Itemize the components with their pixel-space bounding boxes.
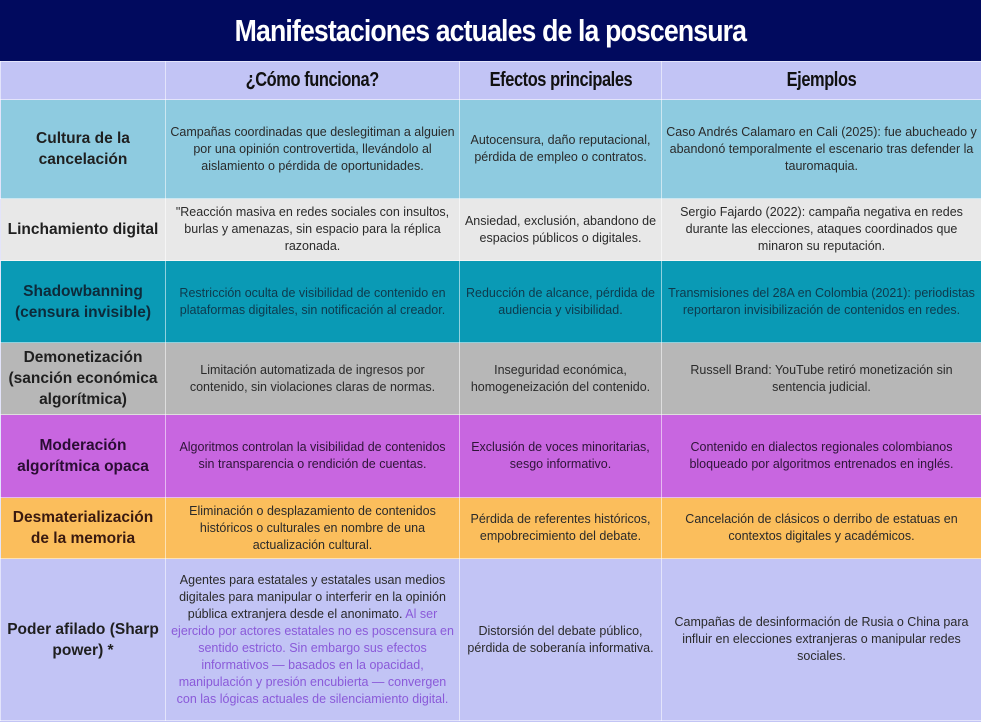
cell-ejemplos: Contenido en dialectos regionales colombianos bloqueado por algoritmos entrenados en inglés. (662, 415, 981, 498)
cell-ejemplos: Russell Brand: YouTube retiró monetización sin sentencia judicial. (662, 343, 981, 415)
header-row (1, 62, 981, 100)
header-efectos-principales: Efectos principales (460, 62, 662, 100)
cell-efectos: Ansiedad, exclusión, abandono de espacios públicos o digitales. (460, 199, 662, 261)
row-shadowbanning (1, 261, 981, 343)
row-demonetizacion (1, 343, 981, 415)
row-name: Cultura de la cancelación (1, 100, 166, 199)
cell-ejemplos: Campañas de desinformación de Rusia o China para influir en elecciones extranjeras o manipular redes sociales. (662, 559, 981, 721)
header-ejemplos: Ejemplos (662, 62, 981, 100)
row-cultura-cancelacion (1, 100, 981, 199)
row-name: Demonetización (sanción económica algorítmica) (1, 343, 166, 415)
page-title: Manifestaciones actuales de la poscensura (234, 12, 747, 48)
cell-ejemplos: Caso Andrés Calamaro en Cali (2025): fue abucheado y abandonó temporalmente el escenario tras defender la tauromaquia. (662, 100, 981, 199)
cell-efectos: Exclusión de voces minoritarias, sesgo informativo. (460, 415, 662, 498)
row-name: Poder afilado (Sharp power) * (1, 559, 166, 721)
row-name: Moderación algorítmica opaca (1, 415, 166, 498)
header-empty (1, 62, 166, 100)
row-name: Linchamiento digital (1, 199, 166, 261)
cell-como-funciona: Eliminación o desplazamiento de contenidos históricos o culturales en nombre de una actualización cultural. (166, 498, 460, 559)
row-moderacion-algoritmica (1, 415, 981, 498)
cell-efectos: Autocensura, daño reputacional, pérdida de empleo o contratos. (460, 100, 662, 199)
title-banner (0, 0, 981, 61)
header-como-funciona: ¿Cómo funciona? (166, 62, 460, 100)
row-poder-afilado (1, 559, 981, 721)
cell-ejemplos: Transmisiones del 28A en Colombia (2021): periodistas reportaron invisibilización de contenidos en redes. (662, 261, 981, 343)
como-main-text: Agentes para estatales y estatales usan medios digitales para manipular o interferir en la opinión pública extranjera desde el anonimato. (179, 572, 446, 621)
cell-como-funciona: "Reacción masiva en redes sociales con insultos, burlas y amenazas, sin espacio para la réplica razonada. (166, 199, 460, 261)
cell-efectos: Reducción de alcance, pérdida de audiencia y visibilidad. (460, 261, 662, 343)
cell-como-funciona: Campañas coordinadas que deslegitiman a alguien por una opinión controvertida, llevándolo al aislamiento o pérdida de oportunidades. (166, 100, 460, 199)
cell-efectos: Distorsión del debate público, pérdida de soberanía informativa. (460, 559, 662, 721)
row-desmaterializacion-memoria (1, 498, 981, 559)
cell-como-funciona: Restricción oculta de visibilidad de contenido en plataformas digitales, sin notificación al creador. (166, 261, 460, 343)
row-linchamiento-digital (1, 199, 981, 261)
cell-como-funciona: Limitación automatizada de ingresos por contenido, sin violaciones claras de normas. (166, 343, 460, 415)
cell-ejemplos: Cancelación de clásicos o derribo de estatuas en contextos digitales y académicos. (662, 498, 981, 559)
cell-como-funciona (166, 559, 460, 721)
row-name: Desmaterialización de la memoria (1, 498, 166, 559)
como-note-text: Al ser ejercido por actores estatales no es poscensura en sentido estricto. Sin embargo sus efectos informativos — basados en la opacidad, manipulación y presión encubierta — convergen con las lógicas actuales de silenciamiento digital. (171, 606, 454, 706)
cell-efectos: Pérdida de referentes históricos, empobrecimiento del debate. (460, 498, 662, 559)
cell-efectos: Inseguridad económica, homogeneización del contenido. (460, 343, 662, 415)
cell-ejemplos: Sergio Fajardo (2022): campaña negativa en redes durante las elecciones, ataques coordinados que minaron su reputación. (662, 199, 981, 261)
poscensura-table (0, 61, 981, 721)
cell-como-funciona: Algoritmos controlan la visibilidad de contenidos sin transparencia o rendición de cuentas. (166, 415, 460, 498)
row-name: Shadowbanning (censura invisible) (1, 261, 166, 343)
